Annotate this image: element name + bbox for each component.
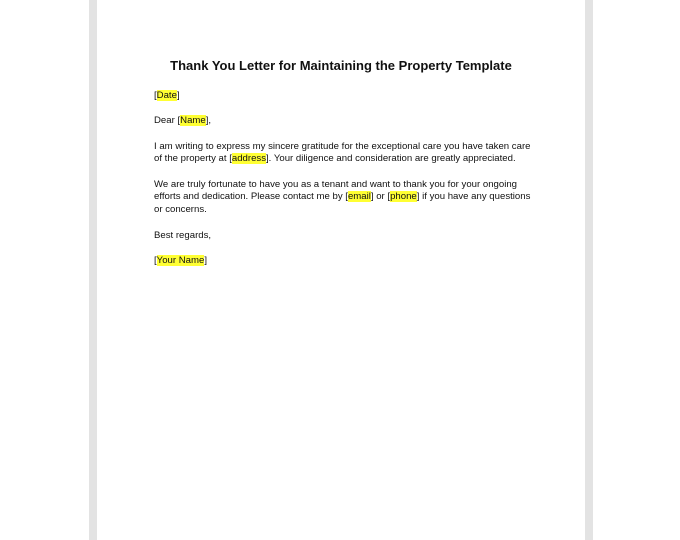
paragraph-2-text-c: ] if you have any questions or concerns.: [154, 191, 531, 216]
bracket-open: [: [154, 254, 157, 266]
salutation: [154, 115, 534, 128]
page-gutter-left: [89, 0, 97, 540]
name-placeholder: Name: [180, 115, 206, 127]
date-line: [154, 90, 534, 103]
signature-placeholder: Your Name: [156, 254, 205, 266]
phone-placeholder: phone: [390, 191, 417, 203]
paragraph-2: [154, 179, 534, 217]
bracket-close: ]: [204, 254, 207, 266]
page-gutter-right: [585, 0, 593, 540]
paragraph-1-text-b: ]. Your diligence and consideration are greatly appreciated.: [266, 153, 516, 165]
document-title: Thank You Letter for Maintaining the Property Template: [170, 58, 512, 73]
closing: Best regards,: [154, 229, 212, 241]
email-placeholder: email: [347, 191, 371, 203]
salutation-prefix: Dear [: [154, 115, 181, 127]
paragraph-2-text-a: We are truly fortunate to have you as a tenant and want to thank you for your ongoing efforts and dedication. Please contact me by [: [154, 178, 518, 203]
bracket-open: [: [154, 90, 157, 101]
date-placeholder: Date: [156, 90, 177, 101]
letter-body: [154, 90, 534, 280]
paragraph-1-text-a: I am writing to express my sincere gratitude for the exceptional care you have taken care of the property at [: [154, 140, 531, 165]
paragraph-1: [154, 141, 534, 167]
paragraph-2-text-b: ] or [: [370, 191, 391, 203]
bracket-close: ]: [176, 90, 180, 101]
salutation-suffix: ],: [205, 115, 212, 127]
address-placeholder: address: [231, 153, 267, 165]
signature-line: [154, 255, 534, 268]
document-page: [97, 0, 585, 540]
